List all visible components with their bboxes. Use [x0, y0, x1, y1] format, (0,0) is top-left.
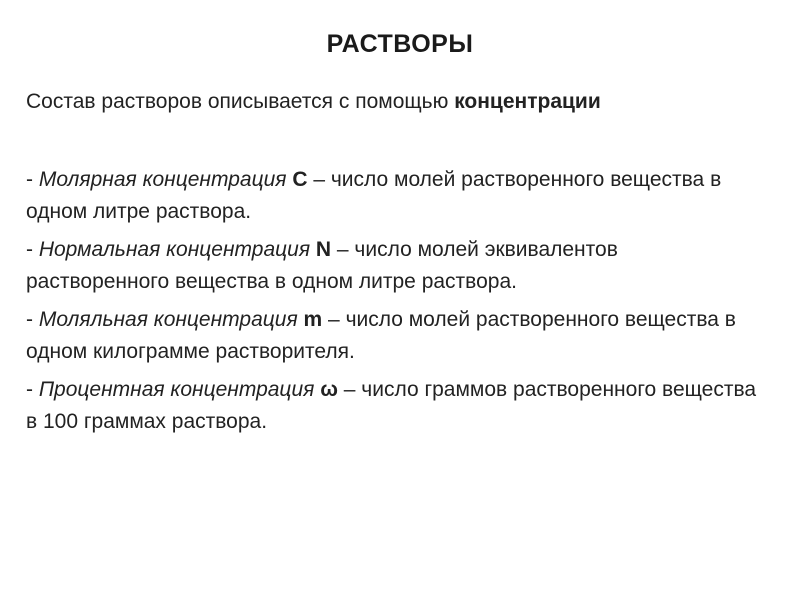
list-item-molar: [26, 164, 766, 228]
item-term: Молярная концентрация: [38, 168, 293, 191]
item-symbol: N: [315, 238, 332, 261]
list-item-normal: [26, 234, 766, 298]
item-definition: – число молей растворенного вещества в одном литре раствора.: [26, 168, 722, 223]
item-term: Нормальная концентрация: [38, 238, 316, 261]
item-symbol: C: [292, 168, 308, 191]
concentration-list: [26, 164, 766, 444]
item-prefix: -: [26, 378, 39, 401]
item-term: Моляльная концентрация: [38, 308, 304, 331]
item-term: Процентная концентрация: [38, 378, 321, 401]
intro-text: Состав растворов описывается с помощью: [26, 90, 455, 113]
intro-paragraph: [26, 88, 786, 116]
item-prefix: -: [26, 168, 39, 191]
intro-bold-term: концентрации: [454, 90, 601, 113]
item-definition: – число граммов растворенного вещества в 100 граммах раствора.: [26, 378, 757, 433]
item-definition: – число молей растворенного вещества в одном килограмме растворителя.: [26, 308, 736, 363]
list-item-percent: [26, 374, 766, 438]
slide-title: РАСТВОРЫ: [326, 30, 474, 58]
item-prefix: -: [26, 238, 39, 261]
item-symbol: ω: [320, 378, 338, 401]
item-symbol: m: [303, 308, 323, 331]
item-prefix: -: [26, 308, 39, 331]
list-item-molal: [26, 304, 766, 368]
item-definition: – число молей эквивалентов растворенного вещества в одном литре раствора.: [26, 238, 618, 293]
